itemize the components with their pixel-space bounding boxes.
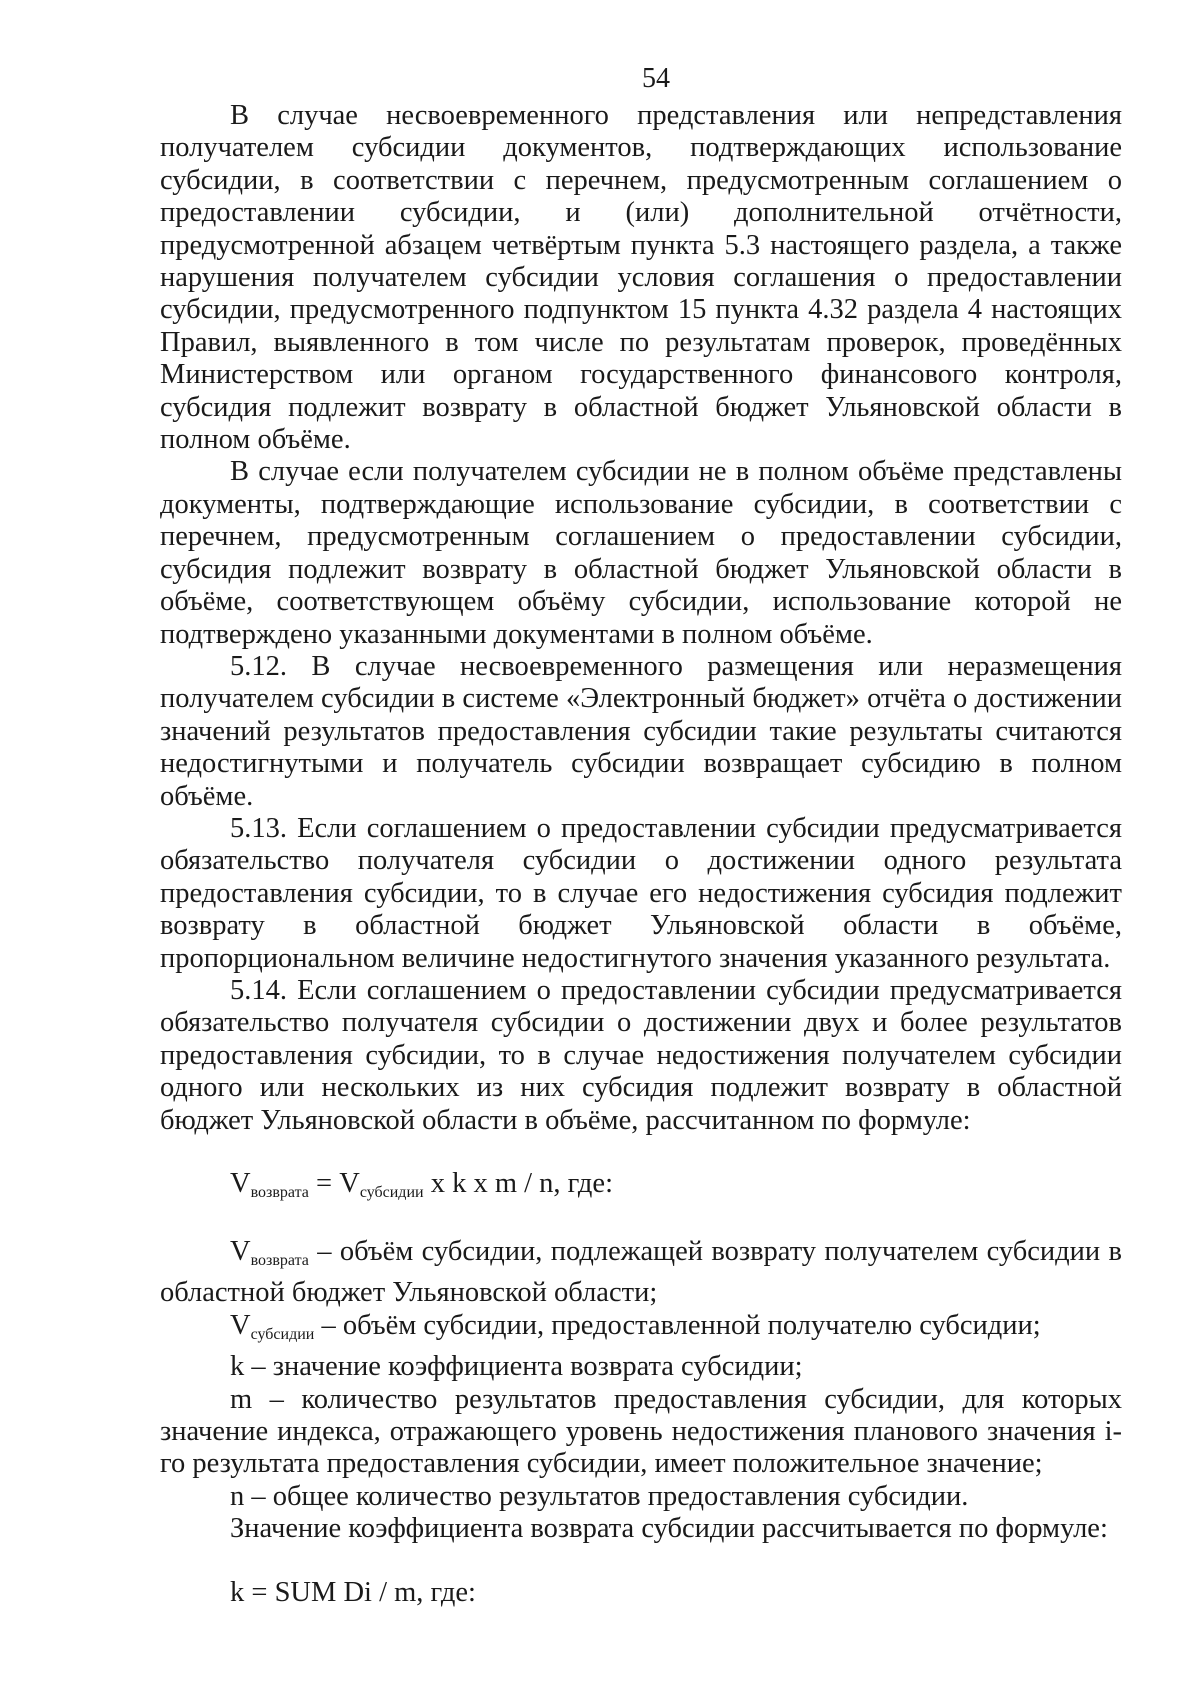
paragraph-partial-submission: В случае если получателем субсидии не в полном объёме представлены документы, подтверждающие использование субсидии, в соответствии с перечнем, предусмотренным соглашением о предоставлении субсидии, субсидия подлежит возврату в областной бюджет Ульяновской области в объёме, соответствующем объёму субсидии, использование которой не подтверждено указанными документами в полном объёме. [160,456,1122,650]
formula-v: V [230,1168,251,1199]
formula-eq: = [308,1168,340,1199]
def-v: V [230,1236,251,1267]
formula-sub-return: возврата [250,1184,309,1201]
formula-sub-subsidy: субсидии [359,1184,424,1201]
return-volume-formula [160,1167,1122,1210]
def-v-return-text: – объём субсидии, подлежащей возврату получателем субсидии в областной бюджет Ульяновской области; [160,1236,1122,1309]
coefficient-intro: Значение коэффициента возврата субсидии рассчитывается по формуле: [230,1513,1108,1545]
definition-k: k – значение коэффициента возврата субсидии; [230,1351,803,1383]
paragraph-5-13: 5.13. Если соглашением о предоставлении субсидии предусматривается обязательство получателя субсидии о достижении одного результата предоставления субсидии, то в случае его недостижения субсидия подлежит возврату в областной бюджет Ульяновской области в объёме, пропорциональном величине недостигнутого значения указанного результата. [160,812,1122,974]
paragraph-5-12: 5.12. В случае несвоевременного размещения или неразмещения получателем субсидии в системе «Электронный бюджет» отчёта о достижении значений результатов предоставления субсидии такие результаты считаются недостигнутыми и получатель субсидии возвращает субсидию в полном объёме. [160,650,1122,812]
def-sub-return: возврата [250,1252,309,1269]
def-v-subsidy-text: – объём субсидии, предоставленной получателю субсидии; [314,1309,1041,1341]
definition-m: m – количество результатов предоставления субсидии, для которых значение индекса, отражающего уровень недостижения планового значения i-го результата предоставления субсидии, имеет положительное значение; [160,1383,1122,1480]
paragraph-5-14: 5.14. Если соглашением о предоставлении субсидии предусматривается обязательство получателя субсидии о достижении двух и более результатов предоставления субсидии, то в случае недостижения получателем субсидии одного или нескольких из них субсидия подлежит возврату в областной бюджет Ульяновской области в объёме, рассчитанном по формуле: [160,974,1122,1136]
coefficient-formula: k = SUM Di / m, где: [230,1576,476,1608]
formula-v2: V [339,1168,360,1199]
definition-v-subsidy [160,1310,1122,1351]
paragraph-non-submission: В случае несвоевременного представления или непредставления получателем субсидии документов, подтверждающих использование субсидии, в соответствии с перечнем, предусмотренным соглашением о предоставлении субсидии, и (или) дополнительной отчётности, предусмотренной абзацем четвёртым пункта 5.3 настоящего раздела, а также нарушения получателем субсидии условия соглашения о предоставлении субсидии, предусмотренного подпунктом 15 пункта 4.32 раздела 4 настоящих Правил, выявленного в том числе по результатам проверок, проведённых Министерством или органом государственного финансового контроля, субсидия подлежит возврату в областной бюджет Ульяновской области в полном объёме. [160,100,1122,456]
definition-v-return [160,1236,1122,1310]
page-number: 54 [642,63,670,94]
def-sub-subsidy: субсидии [250,1325,315,1343]
definition-n: n – общее количество результатов предоставления субсидии. [230,1480,969,1512]
formula-rest: x k x m / n, где: [423,1168,613,1199]
def-v2: V [230,1309,251,1341]
